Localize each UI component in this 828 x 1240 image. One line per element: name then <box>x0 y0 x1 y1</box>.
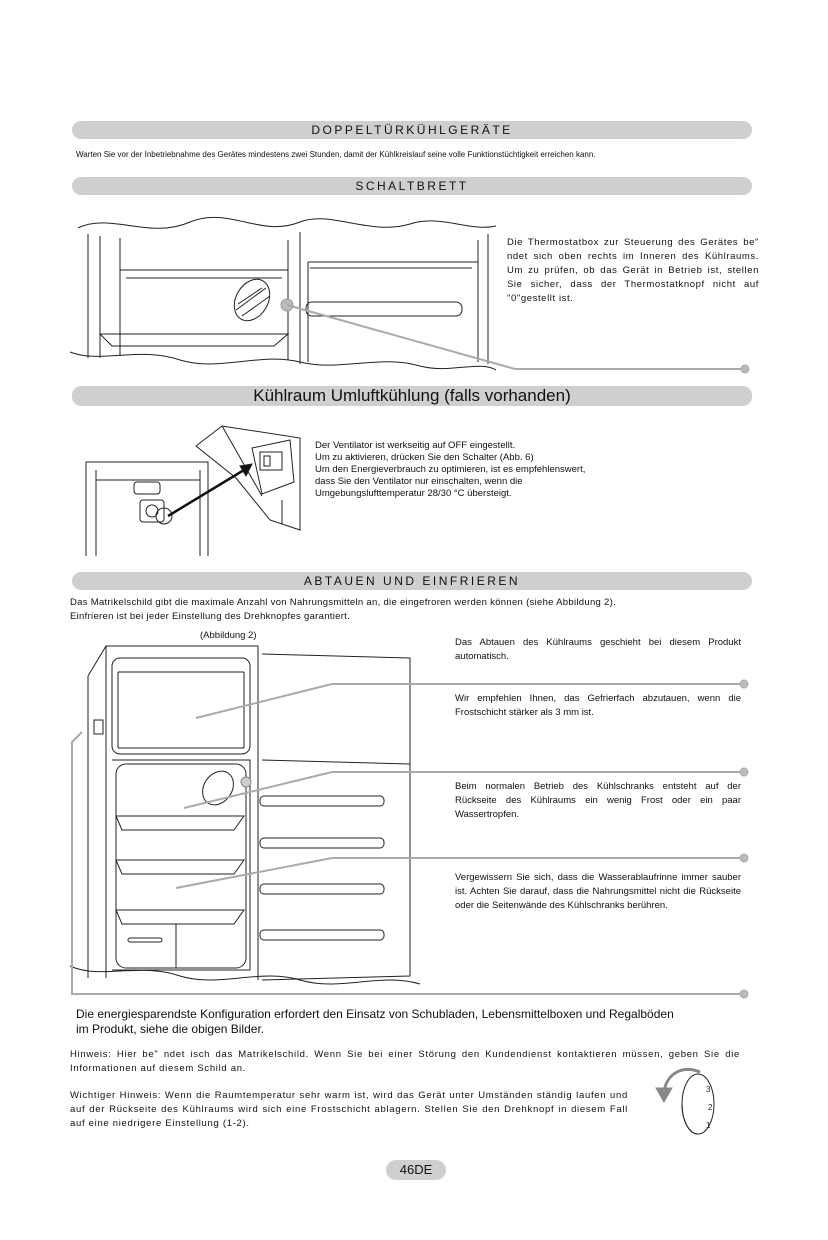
energy-line-1: Die energiesparendste Konfiguration erfordert den Einsatz von Schubladen, Lebensmittelboxen und Regalböden <box>76 1007 674 1021</box>
callout-2: Wir empfehlen Ihnen, das Gefrierfach abzutauen, wenn die Frostschicht stärker als 3 mm ist. <box>455 693 741 718</box>
umluft-line-3: Um den Energieverbrauch zu optimieren, ist es empfehlenswert, <box>315 464 586 475</box>
schaltbrett-text: Die Thermostatbox zur Steuerung des Gerätes be" ndet sich oben rechts im Inneren des Kühlraums. Um zu prüfen, ob das Gerät in Betrieb ist, stellen Sie sicher, dass der Thermostatknopf nicht auf "0"gestellt ist. <box>507 237 759 304</box>
abtauen-intro-1: Das Matrikelschild gibt die maximale Anzahl von Nahrungsmitteln an, die eingefroren werden können (siehe Abbildung 2). <box>70 597 617 608</box>
wichtig-text: Wichtiger Hinweis: Wenn die Raumtemperatur sehr warm ist, wird das Gerät unter Umständen ständig laufen und auf der Rückseite des Kühlraums wird sich eine Frostschicht ablagern. Stellen Sie den Drehknopf in diesem Fall auf eine niedrigere Einstellung (1-2). <box>70 1090 628 1129</box>
figure-caption: (Abbildung 2) <box>200 630 257 641</box>
callout-4: Vergewissern Sie sich, dass die Wasserablaufrinne immer sauber ist. Achten Sie darauf, dass die Nahrungsmittel nicht die Rückseite oder die Seitenwände des Kühlschranks berühren. <box>455 872 741 911</box>
umluft-line-5: Umgebungslufttemperatur 28/30 °C übersteigt. <box>315 488 512 499</box>
rotation-knob-illustration <box>656 1069 714 1134</box>
callout-1: Das Abtauen des Kühlraums geschieht bei diesem Produkt automatisch. <box>455 637 741 662</box>
hinweis-text: Hinweis: Hier be" ndet isch das Matrikelschild. Wenn Sie bei einer Störung den Kundendienst kontaktieren müssen, geben Sie die Informationen auf diesem Schild an. <box>70 1049 740 1074</box>
defrost-fridge-illustration <box>70 646 748 998</box>
intro-doppeltuer: Warten Sie vor der Inbetriebnahme des Gerätes mindestens zwei Stunden, damit der Kühlkreislauf seine volle Funktionstüchtigkeit erreichen kann. <box>76 150 596 159</box>
page-number: 46DE <box>386 1160 446 1180</box>
knob-number-1: 1 <box>706 1121 711 1130</box>
fan-illustration <box>86 426 300 556</box>
heading-umluft: Kühlraum Umluftkühlung (falls vorhanden) <box>72 386 752 406</box>
schaltbrett-fridge-illustration <box>70 217 749 373</box>
heading-doppeltuer: DOPPELTÜRKÜHLGERÄTE <box>72 121 752 139</box>
heading-schaltbrett: SCHALTBRETT <box>72 177 752 195</box>
callout-3: Beim normalen Betrieb des Kühlschranks entsteht auf der Rückseite des Kühlraums ein wenig Frost oder ein paar Wassertropfen. <box>455 781 741 820</box>
umluft-line-1: Der Ventilator ist werkseitig auf OFF eingestellt. <box>315 440 516 451</box>
abtauen-intro-2: Einfrieren ist bei jeder Einstellung des Drehknopfes garantiert. <box>70 611 351 622</box>
knob-number-2: 2 <box>708 1103 713 1112</box>
energy-line-2: im Produkt, siehe die obigen Bilder. <box>76 1022 265 1036</box>
knob-number-3: 3 <box>706 1085 711 1094</box>
thermostat-knob-illustration <box>227 273 277 327</box>
umluft-line-4: dass Sie den Ventilator nur einschalten, wenn die <box>315 476 523 487</box>
heading-abtauen: ABTAUEN UND EINFRIEREN <box>72 572 752 590</box>
umluft-line-2: Um zu aktivieren, drücken Sie den Schalter (Abb. 6) <box>315 452 534 463</box>
